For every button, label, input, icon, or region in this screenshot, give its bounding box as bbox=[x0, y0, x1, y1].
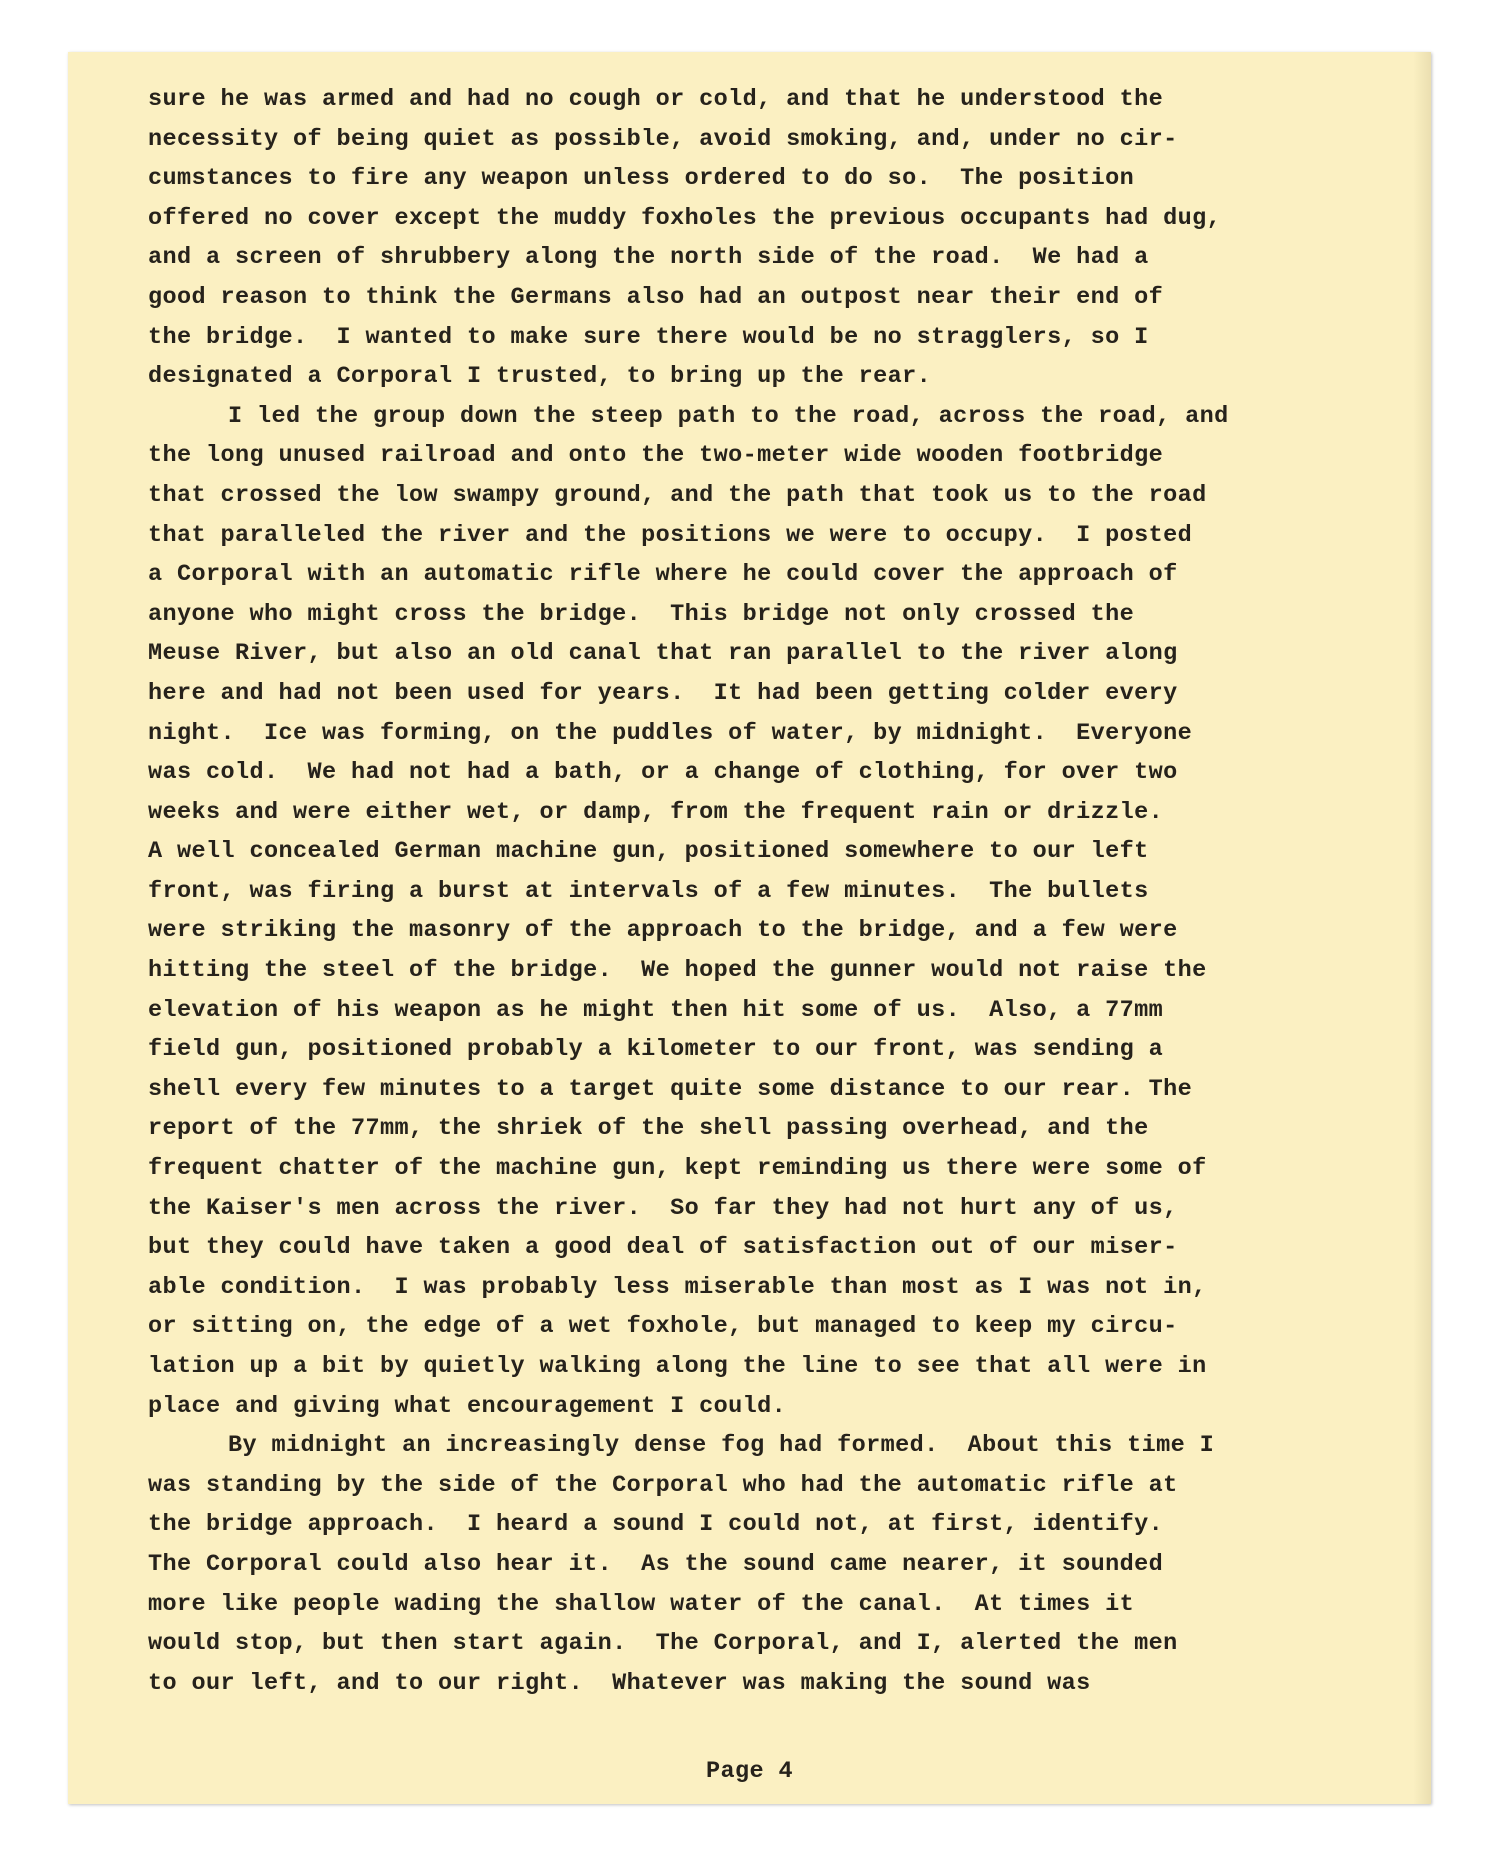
text-line: that paralleled the river and the positions we were to occupy. I posted bbox=[148, 521, 1193, 549]
text-line: shell every few minutes to a target quite some distance to our rear. The bbox=[148, 1075, 1193, 1103]
text-line: lation up a bit by quietly walking along the line to see that all were in bbox=[148, 1353, 1207, 1380]
text-line: or sitting on, the edge of a wet foxhole, but managed to keep my circu- bbox=[148, 1313, 1178, 1341]
text-line: The Corporal could also hear it. As the sound came nearer, it sounded bbox=[148, 1550, 1164, 1578]
page-number: Page 4 bbox=[705, 1758, 793, 1785]
text-line: place and giving what encouragement I could. bbox=[148, 1392, 787, 1420]
text-line: necessity of being quiet as possible, avoid smoking, and, under no cir- bbox=[148, 125, 1178, 153]
text-line: the Kaiser's men across the river. So far they had not hurt any of us, bbox=[148, 1194, 1178, 1222]
text-line: weeks and were either wet, or damp, from the frequent rain or drizzle. bbox=[148, 798, 1164, 826]
text-line: good reason to think the Germans also had an outpost near their end of bbox=[148, 283, 1164, 311]
text-line: anyone who might cross the bridge. This bridge not only crossed the bbox=[148, 600, 1135, 628]
text-line: frequent chatter of the machine gun, kept reminding us there were some of bbox=[148, 1155, 1207, 1183]
text-line: A well concealed German machine gun, positioned somewhere to our left bbox=[148, 838, 1149, 866]
text-line: more like people wading the shallow water of the canal. At times it bbox=[148, 1590, 1135, 1618]
paragraph-start-line: I led the group down the steep path to the road, across the road, and bbox=[228, 402, 1229, 430]
paragraph-start-line: By midnight an increasingly dense fog had formed. About this time I bbox=[228, 1432, 1215, 1460]
text-line: but they could have taken a good deal of satisfaction out of our miser- bbox=[148, 1234, 1178, 1262]
body-text bbox=[148, 80, 1378, 1703]
text-line: cumstances to fire any weapon unless ordered to do so. The position bbox=[148, 165, 1135, 193]
typed-page bbox=[68, 52, 1431, 1804]
text-line: and a screen of shrubbery along the north side of the road. We had a bbox=[148, 244, 1149, 272]
text-line: would stop, but then start again. The Corporal, and I, alerted the men bbox=[148, 1630, 1178, 1658]
text-line: a Corporal with an automatic rifle where he could cover the approach of bbox=[148, 561, 1178, 589]
text-line: offered no cover except the muddy foxholes the previous occupants had dug, bbox=[148, 204, 1222, 232]
text-line: was standing by the side of the Corporal who had the automatic rifle at bbox=[148, 1471, 1178, 1499]
text-line: the bridge. I wanted to make sure there would be no stragglers, so I bbox=[148, 323, 1149, 351]
text-line: night. Ice was forming, on the puddles of water, by midnight. Everyone bbox=[148, 719, 1193, 747]
text-line: designated a Corporal I trusted, to bring up the rear. bbox=[148, 363, 932, 391]
text-line: the bridge approach. I heard a sound I could not, at first, identify. bbox=[148, 1511, 1164, 1539]
text-line: to our left, and to our right. Whatever was making the sound was bbox=[148, 1669, 1091, 1697]
text-line: front, was firing a burst at intervals of a few minutes. The bullets bbox=[148, 877, 1149, 905]
text-line: elevation of his weapon as he might then hit some of us. Also, a 77mm bbox=[148, 996, 1164, 1024]
text-line: able condition. I was probably less miserable than most as I was not in, bbox=[148, 1273, 1207, 1301]
text-line: report of the 77mm, the shriek of the shell passing overhead, and the bbox=[148, 1115, 1149, 1143]
text-line: were striking the masonry of the approach to the bridge, and a few were bbox=[148, 917, 1178, 945]
text-line: here and had not been used for years. It had been getting colder every bbox=[148, 679, 1178, 707]
text-line: hitting the steel of the bridge. We hoped the gunner would not raise the bbox=[148, 957, 1207, 985]
text-line: sure he was armed and had no cough or cold, and that he understood the bbox=[148, 86, 1164, 113]
text-line: was cold. We had not had a bath, or a change of clothing, for over two bbox=[148, 759, 1178, 787]
text-line: field gun, positioned probably a kilometer to our front, was sending a bbox=[148, 1036, 1164, 1064]
text-line: that crossed the low swampy ground, and the path that took us to the road bbox=[148, 481, 1207, 509]
text-line: the long unused railroad and onto the two-meter wide wooden footbridge bbox=[148, 442, 1164, 470]
text-line: Meuse River, but also an old canal that ran parallel to the river along bbox=[148, 640, 1178, 668]
